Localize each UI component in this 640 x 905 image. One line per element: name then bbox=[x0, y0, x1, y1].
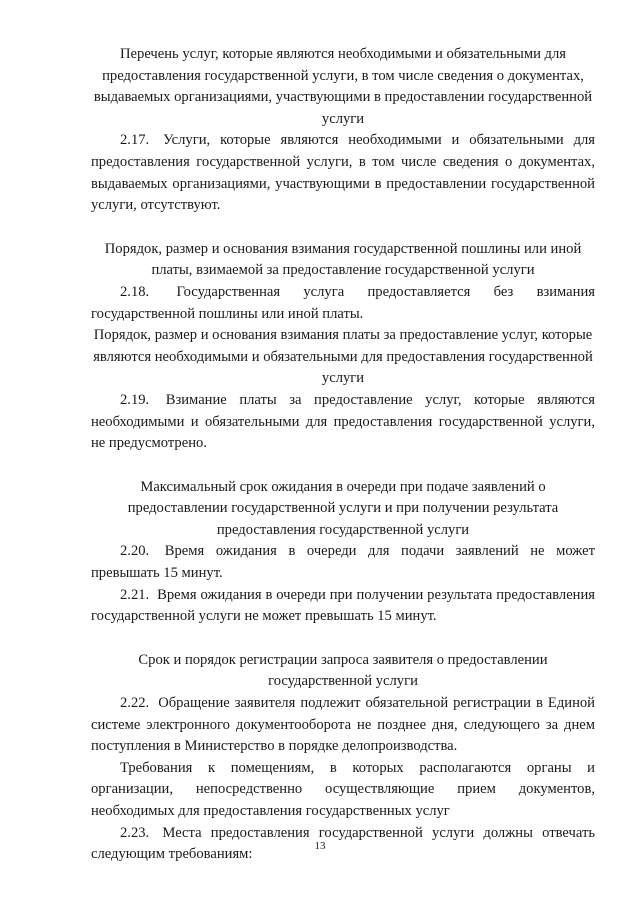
section-heading: Требования к помещениям, в которых располагаются органы и организации, непосредственно осуществляющие прием документов, необходимых для предоставления государственных услуг bbox=[91, 759, 595, 819]
paragraph-number: 2.19. bbox=[120, 391, 150, 408]
paragraph-number: 2.17. bbox=[120, 132, 150, 149]
paragraph-text: Время ожидания в очереди при получении результата предоставления государственной услуги не может превышать 15 минут. bbox=[91, 586, 596, 625]
paragraph-text: Услуги, которые являются необходимыми и обязательными для предоставления государственной услуги, в том числе сведения о документах, выдаваемых организациями, участвующими в предоставлении государственной услуги, отсутствуют. bbox=[91, 132, 595, 214]
paragraph bbox=[91, 693, 595, 758]
paragraph-number: 2.23. bbox=[120, 824, 150, 841]
paragraph bbox=[91, 541, 595, 584]
paragraph-text: Взимание платы за предоставление услуг, которые являются необходимыми и обязательными для предоставления государственной услуги, не предусмотрено. bbox=[91, 391, 595, 452]
section-heading: Максимальный срок ожидания в очереди при подаче заявлений о предоставлении государственной услуги и при получении результата предоставления государственной услуги bbox=[127, 478, 559, 538]
paragraph bbox=[91, 390, 595, 455]
paragraph-text: Обращение заявителя подлежит обязательной регистрации в Единой системе электронного документооборота не позднее дня, следующего за днем поступления в Министерство в порядке делопроизводства. bbox=[91, 695, 595, 755]
paragraph-text: Время ожидания в очереди для подачи заявлений не может превышать 15 минут. bbox=[91, 543, 595, 582]
paragraph bbox=[91, 585, 595, 628]
paragraph-text: Места предоставления государственной услуги должны отвечать следующим требованиям: bbox=[91, 824, 595, 863]
paragraph-text: Государственная услуга предоставляется без взимания государственной пошлины или иной платы. bbox=[91, 283, 595, 322]
section-heading: Срок и порядок регистрации запроса заявителя о предоставлении государственной услуги bbox=[138, 651, 548, 690]
paragraph bbox=[91, 282, 595, 325]
page-number: 13 bbox=[314, 840, 326, 852]
section-heading: Порядок, размер и основания взимания платы за предоставление услуг, которые являются необходимыми и обязательными для предоставления государственной услуги bbox=[93, 327, 593, 387]
section-heading: Порядок, размер и основания взимания государственной пошлины или иной платы, взимаемой за предоставление государственной услуги bbox=[104, 240, 582, 279]
paragraph-number: 2.21. bbox=[120, 586, 150, 603]
paragraph-number: 2.22. bbox=[120, 695, 150, 712]
paragraph-number: 2.18. bbox=[120, 283, 150, 300]
paragraph bbox=[91, 130, 595, 216]
section-heading: Перечень услуг, которые являются необходимыми и обязательными для предоставления государственной услуги, в том числе сведения о документах, выдаваемых организациями, участвующими в предоставлении государственной услуги bbox=[93, 46, 593, 127]
paragraph-number: 2.20. bbox=[120, 543, 150, 560]
document-page bbox=[91, 44, 595, 866]
